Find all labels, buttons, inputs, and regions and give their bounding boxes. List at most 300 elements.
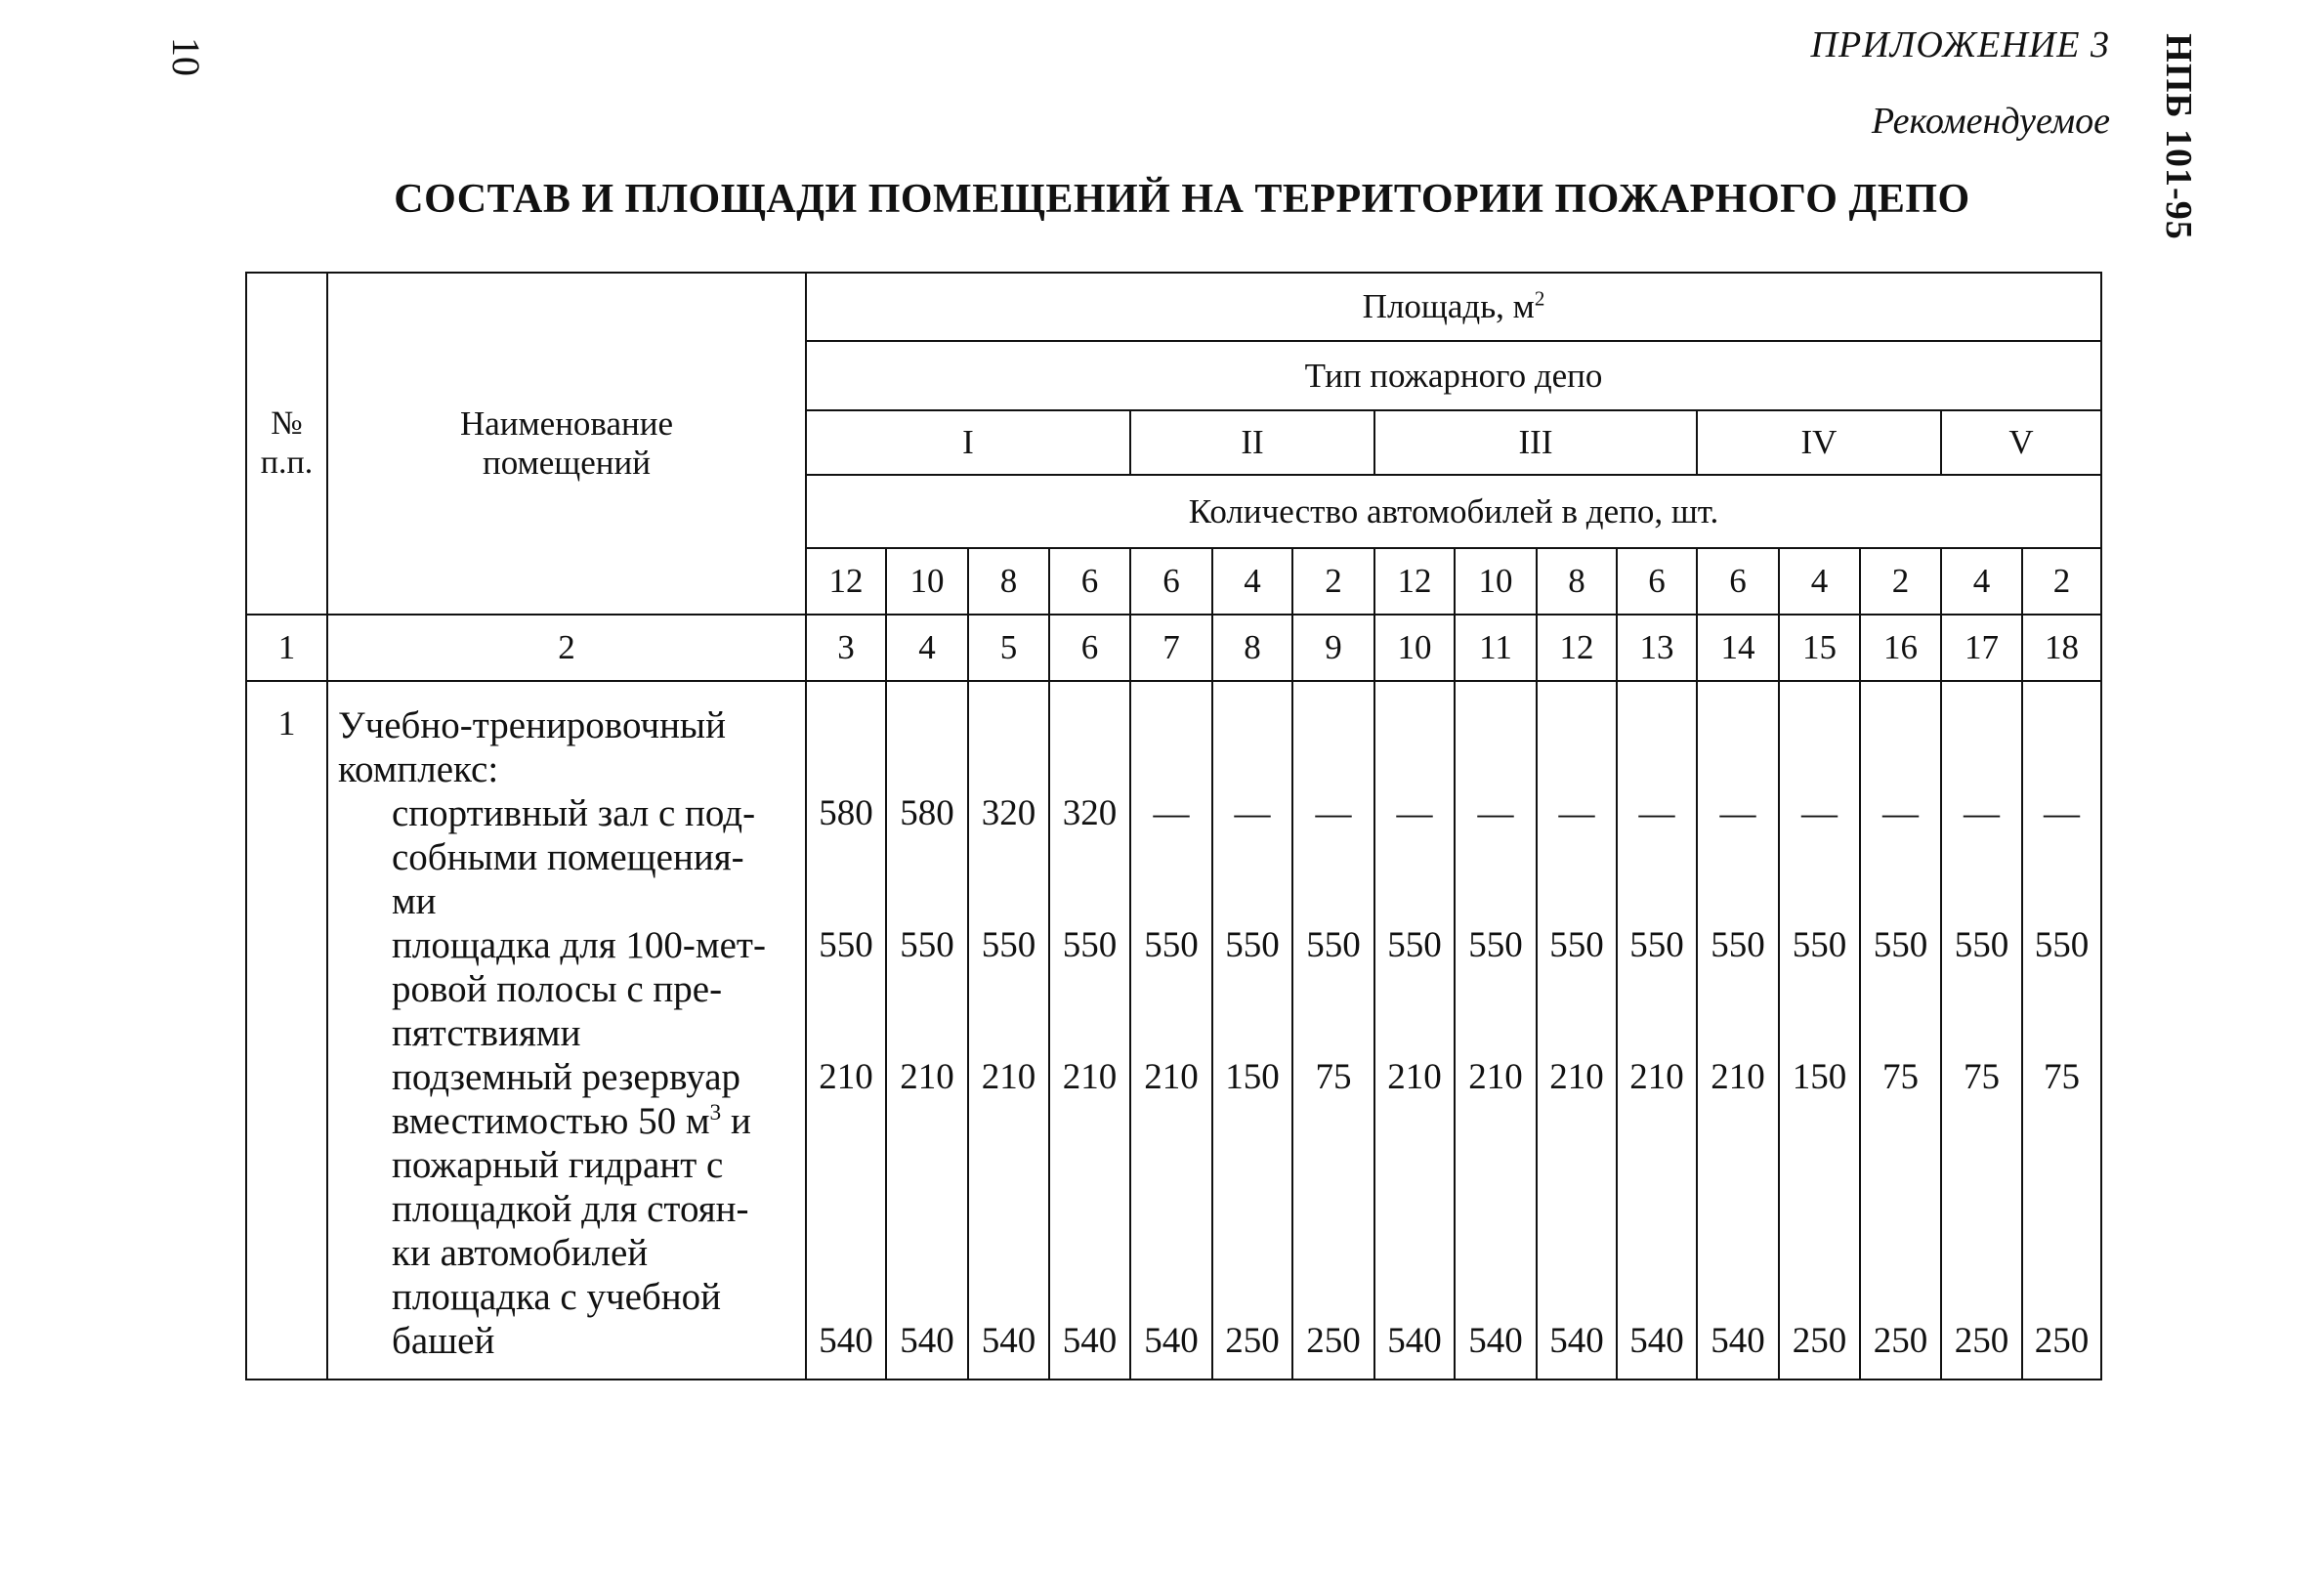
value-spacer — [1618, 703, 1696, 747]
area-value: — — [1234, 793, 1271, 833]
column-number-cell: 7 — [1130, 615, 1212, 681]
value-spacer — [1861, 1099, 1940, 1143]
value-spacer — [1698, 1187, 1778, 1231]
column-number-cell: 11 — [1455, 615, 1537, 681]
area-value: 550 — [981, 925, 1036, 965]
value-spacer — [1618, 1275, 1696, 1319]
area-value: — — [1396, 793, 1433, 833]
premises-name-line: башей — [392, 1320, 495, 1362]
value-spacer — [1456, 1143, 1536, 1187]
header-area-label: Площадь, м — [1362, 287, 1535, 325]
column-number-cell: 10 — [1374, 615, 1455, 681]
area-value-column — [1049, 681, 1130, 1380]
value-spacer — [1456, 1231, 1536, 1275]
area-value: 250 — [2034, 1321, 2090, 1361]
value-spacer — [1213, 1187, 1291, 1231]
value-spacer — [1780, 1143, 1859, 1187]
area-value-column — [968, 681, 1049, 1380]
vehicle-count-cell: 12 — [806, 548, 886, 615]
area-value-column — [2022, 681, 2101, 1380]
value-spacer — [969, 1099, 1048, 1143]
value-spacer — [1942, 967, 2021, 1011]
value-spacer — [2023, 967, 2100, 1011]
document-code: НПБ 101-95 — [2158, 33, 2199, 240]
value-spacer — [2023, 747, 2100, 791]
area-value: 210 — [900, 1057, 954, 1097]
value-spacer — [1618, 879, 1696, 923]
area-value: 250 — [1225, 1321, 1280, 1361]
value-spacer — [1293, 879, 1373, 923]
value-spacer — [1131, 747, 1211, 791]
value-spacer — [807, 1099, 885, 1143]
area-value: — — [1477, 793, 1514, 833]
area-value: 210 — [819, 1057, 873, 1097]
area-value: 550 — [1873, 925, 1928, 965]
value-spacer — [1213, 1143, 1291, 1187]
value-spacer — [1456, 703, 1536, 747]
premises-name-fragment: вместимостью 50 м — [392, 1100, 710, 1142]
value-spacer — [887, 747, 967, 791]
premises-name-line: подземный резервуар — [392, 1056, 741, 1098]
area-value: 550 — [1711, 925, 1765, 965]
area-value: 540 — [1144, 1321, 1199, 1361]
area-value: 320 — [981, 793, 1036, 833]
vehicle-count-cell: 2 — [1292, 548, 1374, 615]
premises-area-table — [245, 272, 2102, 1380]
area-value-column — [1292, 681, 1374, 1380]
area-value: 320 — [1062, 793, 1118, 833]
vehicle-count-cell: 2 — [1860, 548, 1941, 615]
area-value: 550 — [1954, 925, 2009, 965]
value-spacer — [1050, 703, 1129, 747]
value-spacer — [1050, 1099, 1129, 1143]
column-number-cell: 9 — [1292, 615, 1374, 681]
header-premises-name: Наименование помещений — [327, 273, 806, 615]
value-spacer — [1780, 1231, 1859, 1275]
value-spacer — [1131, 703, 1211, 747]
area-value: — — [1558, 793, 1595, 833]
area-value-column — [1130, 681, 1212, 1380]
value-spacer — [1375, 1187, 1454, 1231]
area-value-column — [1537, 681, 1617, 1380]
value-spacer — [1698, 1231, 1778, 1275]
value-spacer — [1780, 1275, 1859, 1319]
value-spacer — [807, 1187, 885, 1231]
value-spacer — [1618, 1187, 1696, 1231]
premises-table-container — [245, 272, 2102, 1380]
value-spacer — [887, 703, 967, 747]
value-spacer — [1131, 1143, 1211, 1187]
area-value: 550 — [1549, 925, 1604, 965]
value-spacer — [1456, 879, 1536, 923]
value-spacer — [1213, 1099, 1291, 1143]
area-value: 210 — [1629, 1057, 1684, 1097]
area-value: 550 — [2034, 925, 2090, 965]
area-value: 550 — [1225, 925, 1280, 965]
area-value-column — [1455, 681, 1537, 1380]
value-spacer — [969, 967, 1048, 1011]
area-value: 540 — [1468, 1321, 1523, 1361]
value-spacer — [1050, 1143, 1129, 1187]
value-spacer — [1698, 1099, 1778, 1143]
value-spacer — [1375, 1231, 1454, 1275]
value-spacer — [1456, 967, 1536, 1011]
value-spacer — [1698, 747, 1778, 791]
value-spacer — [1780, 703, 1859, 747]
premises-name-line: площадка с учебной — [392, 1276, 722, 1318]
area-value: — — [1964, 793, 2000, 833]
column-number-cell: 16 — [1860, 615, 1941, 681]
area-value: 540 — [1629, 1321, 1684, 1361]
value-spacer — [1050, 967, 1129, 1011]
value-spacer — [1293, 967, 1373, 1011]
value-spacer — [807, 747, 885, 791]
value-spacer — [1698, 703, 1778, 747]
value-spacer — [2023, 1231, 2100, 1275]
value-spacer — [969, 879, 1048, 923]
value-spacer — [2023, 1275, 2100, 1319]
value-spacer — [1293, 1187, 1373, 1231]
area-value: — — [1638, 793, 1675, 833]
area-value: — — [2044, 793, 2080, 833]
value-spacer — [887, 835, 967, 879]
premises-name-line: ровой полосы с пре- — [392, 968, 723, 1010]
area-value: 580 — [900, 793, 954, 833]
area-value-column — [1617, 681, 1697, 1380]
depot-type-i: I — [806, 410, 1130, 475]
area-value: 540 — [1062, 1321, 1118, 1361]
area-value: 550 — [1387, 925, 1442, 965]
area-value: 250 — [1306, 1321, 1361, 1361]
value-spacer — [2023, 879, 2100, 923]
value-spacer — [969, 1231, 1048, 1275]
value-spacer — [2023, 1187, 2100, 1231]
value-spacer — [1538, 1099, 1616, 1143]
premises-name-line: комплекс: — [338, 748, 499, 790]
document-title: СОСТАВ И ПЛОЩАДИ ПОМЕЩЕНИЙ НА ТЕРРИТОРИИ ПОЖАРНОГО ДЕПО — [394, 177, 1970, 222]
area-value: — — [1882, 793, 1919, 833]
area-value-column — [886, 681, 968, 1380]
area-value: 210 — [1062, 1057, 1118, 1097]
vehicle-count-cell: 2 — [2022, 548, 2101, 615]
value-spacer — [1618, 747, 1696, 791]
area-value: — — [1801, 793, 1838, 833]
value-spacer — [1861, 1143, 1940, 1187]
value-spacer — [1861, 967, 1940, 1011]
value-spacer — [1213, 879, 1291, 923]
area-value: 540 — [1387, 1321, 1442, 1361]
value-spacer — [1538, 1143, 1616, 1187]
premises-name-fragment: и — [731, 1100, 751, 1142]
area-value: 550 — [1792, 925, 1847, 965]
area-value: 550 — [1468, 925, 1523, 965]
vehicle-count-cell: 6 — [1617, 548, 1697, 615]
area-value: 250 — [1792, 1321, 1847, 1361]
depot-type-ii: II — [1130, 410, 1374, 475]
value-spacer — [1131, 1231, 1211, 1275]
vehicle-count-cell: 6 — [1049, 548, 1130, 615]
value-spacer — [1861, 703, 1940, 747]
value-spacer — [887, 1143, 967, 1187]
premises-name-sup: 3 — [709, 1100, 722, 1125]
value-spacer — [1375, 967, 1454, 1011]
header-vehicle-count: Количество автомобилей в депо, шт. — [806, 475, 2101, 548]
value-spacer — [1780, 835, 1859, 879]
value-spacer — [1538, 1275, 1616, 1319]
area-value: 75 — [1315, 1057, 1352, 1097]
value-spacer — [807, 1011, 885, 1055]
value-spacer — [1861, 747, 1940, 791]
value-spacer — [1942, 1099, 2021, 1143]
value-spacer — [1698, 967, 1778, 1011]
value-spacer — [1780, 1187, 1859, 1231]
value-spacer — [1942, 703, 2021, 747]
value-spacer — [1213, 1011, 1291, 1055]
column-number-cell: 12 — [1537, 615, 1617, 681]
value-spacer — [1538, 1187, 1616, 1231]
column-number-cell: 18 — [2022, 615, 2101, 681]
vehicle-count-cell: 10 — [886, 548, 968, 615]
vehicle-count-cell: 6 — [1697, 548, 1779, 615]
value-spacer — [1050, 1011, 1129, 1055]
premises-name-line: площадка для 100-мет- — [392, 924, 766, 966]
value-spacer — [1050, 879, 1129, 923]
area-value: 210 — [981, 1057, 1036, 1097]
page-number: 10 — [164, 37, 208, 76]
value-spacer — [2023, 1011, 2100, 1055]
depot-type-v: V — [1941, 410, 2101, 475]
table-row — [246, 681, 2101, 1380]
value-spacer — [1538, 879, 1616, 923]
premises-name-cell — [327, 681, 806, 1380]
value-spacer — [1942, 1275, 2021, 1319]
value-spacer — [1050, 1231, 1129, 1275]
value-spacer — [807, 835, 885, 879]
area-value: 540 — [819, 1321, 873, 1361]
value-spacer — [1618, 1099, 1696, 1143]
value-spacer — [969, 1275, 1048, 1319]
premises-name-line: площадкой для стоян- — [392, 1188, 749, 1230]
header-number: № п.п. — [246, 273, 327, 615]
value-spacer — [969, 747, 1048, 791]
vehicle-count-cell: 8 — [1537, 548, 1617, 615]
value-spacer — [1456, 1099, 1536, 1143]
value-spacer — [1293, 1275, 1373, 1319]
area-value: 210 — [1387, 1057, 1442, 1097]
header-area — [806, 273, 2101, 341]
area-value: — — [1315, 793, 1352, 833]
value-spacer — [1780, 1099, 1859, 1143]
area-value: 150 — [1225, 1057, 1280, 1097]
premises-name-line: ки автомобилей — [392, 1232, 649, 1274]
value-spacer — [807, 703, 885, 747]
column-number-cell: 4 — [886, 615, 968, 681]
value-spacer — [887, 1011, 967, 1055]
vehicle-count-cell: 4 — [1212, 548, 1292, 615]
value-spacer — [1538, 703, 1616, 747]
value-spacer — [2023, 835, 2100, 879]
value-spacer — [1698, 1275, 1778, 1319]
area-value: 150 — [1792, 1057, 1847, 1097]
premises-name-line — [338, 1099, 795, 1143]
value-spacer — [1293, 747, 1373, 791]
area-value-column — [1374, 681, 1455, 1380]
vehicle-count-cell: 6 — [1130, 548, 1212, 615]
area-value: 540 — [1549, 1321, 1604, 1361]
vehicle-count-cell: 4 — [1941, 548, 2022, 615]
area-value: — — [1719, 793, 1756, 833]
vehicle-count-cell: 12 — [1374, 548, 1455, 615]
value-spacer — [969, 703, 1048, 747]
header-depot-type: Тип пожарного депо — [806, 341, 2101, 410]
area-value: 75 — [1882, 1057, 1919, 1097]
area-value-column — [1941, 681, 2022, 1380]
value-spacer — [807, 879, 885, 923]
area-value-column — [1212, 681, 1292, 1380]
value-spacer — [969, 1187, 1048, 1231]
area-value: 210 — [1468, 1057, 1523, 1097]
area-value: 550 — [1306, 925, 1361, 965]
value-spacer — [1538, 1011, 1616, 1055]
value-spacer — [1375, 1011, 1454, 1055]
value-spacer — [1375, 747, 1454, 791]
value-spacer — [1942, 1143, 2021, 1187]
value-spacer — [1050, 747, 1129, 791]
value-spacer — [1861, 1187, 1940, 1231]
value-spacer — [1861, 835, 1940, 879]
value-spacer — [1942, 747, 2021, 791]
value-spacer — [1538, 747, 1616, 791]
value-spacer — [969, 1011, 1048, 1055]
value-spacer — [1618, 1231, 1696, 1275]
value-spacer — [1293, 835, 1373, 879]
value-spacer — [1131, 1187, 1211, 1231]
value-spacer — [1780, 747, 1859, 791]
value-spacer — [1618, 1143, 1696, 1187]
value-spacer — [1375, 1099, 1454, 1143]
value-spacer — [2023, 1143, 2100, 1187]
header-area-unit-sup: 2 — [1534, 286, 1545, 311]
area-value: 210 — [1144, 1057, 1199, 1097]
value-spacer — [1698, 835, 1778, 879]
value-spacer — [1698, 879, 1778, 923]
value-spacer — [1456, 1275, 1536, 1319]
premises-name-line: пожарный гидрант с — [392, 1144, 724, 1186]
value-spacer — [1375, 879, 1454, 923]
value-spacer — [807, 1143, 885, 1187]
value-spacer — [1942, 1011, 2021, 1055]
value-spacer — [1780, 879, 1859, 923]
area-value: 550 — [1629, 925, 1684, 965]
area-value: 210 — [1711, 1057, 1765, 1097]
column-number-cell: 13 — [1617, 615, 1697, 681]
area-value: 550 — [900, 925, 954, 965]
value-spacer — [1861, 1275, 1940, 1319]
premises-name-line: ми — [392, 880, 437, 922]
row-number: 1 — [246, 681, 327, 1380]
value-spacer — [1050, 835, 1129, 879]
column-number-cell: 3 — [806, 615, 886, 681]
area-value: 250 — [1873, 1321, 1928, 1361]
premises-name-line: спортивный зал с под- — [392, 792, 756, 834]
value-spacer — [887, 879, 967, 923]
premises-name-line: Учебно-тренировочный — [338, 704, 727, 746]
value-spacer — [2023, 703, 2100, 747]
value-spacer — [1456, 747, 1536, 791]
vehicle-count-cell: 4 — [1779, 548, 1860, 615]
value-spacer — [1538, 967, 1616, 1011]
value-spacer — [1456, 835, 1536, 879]
area-value: 250 — [1954, 1321, 2009, 1361]
column-number-cell: 6 — [1049, 615, 1130, 681]
area-value: — — [1153, 793, 1190, 833]
value-spacer — [1942, 835, 2021, 879]
area-value-column — [806, 681, 886, 1380]
area-value: 540 — [900, 1321, 954, 1361]
value-spacer — [887, 1231, 967, 1275]
value-spacer — [1213, 703, 1291, 747]
value-spacer — [1213, 835, 1291, 879]
value-spacer — [1293, 1231, 1373, 1275]
value-spacer — [1698, 1143, 1778, 1187]
column-number-cell: 15 — [1779, 615, 1860, 681]
value-spacer — [1293, 703, 1373, 747]
value-spacer — [807, 967, 885, 1011]
value-spacer — [1942, 879, 2021, 923]
vehicle-count-cell: 10 — [1455, 548, 1537, 615]
value-spacer — [1375, 1275, 1454, 1319]
value-spacer — [1213, 747, 1291, 791]
column-number-cell: 1 — [246, 615, 327, 681]
value-spacer — [1375, 835, 1454, 879]
value-spacer — [1861, 879, 1940, 923]
value-spacer — [1618, 835, 1696, 879]
column-number-cell: 8 — [1212, 615, 1292, 681]
value-spacer — [1780, 967, 1859, 1011]
value-spacer — [1456, 1187, 1536, 1231]
value-spacer — [1375, 1143, 1454, 1187]
value-spacer — [1618, 967, 1696, 1011]
area-value: 210 — [1549, 1057, 1604, 1097]
value-spacer — [1293, 1143, 1373, 1187]
value-spacer — [1780, 1011, 1859, 1055]
depot-type-iv: IV — [1697, 410, 1941, 475]
value-spacer — [1050, 1275, 1129, 1319]
value-spacer — [1861, 1231, 1940, 1275]
vehicle-count-cell: 8 — [968, 548, 1049, 615]
value-spacer — [887, 1275, 967, 1319]
value-spacer — [807, 1231, 885, 1275]
value-spacer — [887, 1099, 967, 1143]
area-value-column — [1697, 681, 1779, 1380]
value-spacer — [1213, 1231, 1291, 1275]
column-number-cell: 14 — [1697, 615, 1779, 681]
value-spacer — [887, 1187, 967, 1231]
value-spacer — [1131, 1275, 1211, 1319]
value-spacer — [1942, 1187, 2021, 1231]
recommendation-label: Рекомендуемое — [1871, 101, 2110, 142]
area-value: 75 — [2044, 1057, 2080, 1097]
premises-name-line: пятствиями — [392, 1012, 581, 1054]
value-spacer — [807, 1275, 885, 1319]
value-spacer — [969, 1143, 1048, 1187]
value-spacer — [2023, 1099, 2100, 1143]
value-spacer — [1131, 879, 1211, 923]
area-value-column — [1779, 681, 1860, 1380]
column-number-cell: 2 — [327, 615, 806, 681]
area-value: 540 — [1711, 1321, 1765, 1361]
value-spacer — [1131, 1011, 1211, 1055]
